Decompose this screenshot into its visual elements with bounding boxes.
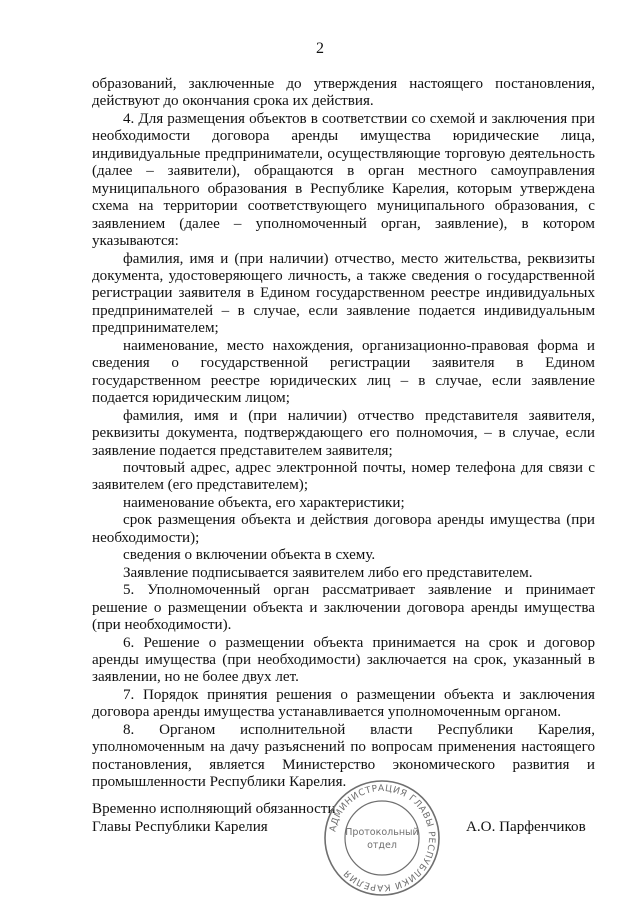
stamp-inner-ring: [345, 801, 419, 875]
paragraph-requirement-contacts: почтовый адрес, адрес электронной почты, номер телефона для связи с заявителем (его представителем);: [92, 459, 595, 494]
paragraph-item-4: 4. Для размещения объектов в соответствии со схемой и заключения при необходимости договора аренды имущества юридические лица, индивидуальные предприниматели, осуществляющие торговую деятельность (далее – заявители), обращаются в орган местного самоуправления муниципального образования в Республике Карелия, которым утверждена схема на территории соответствующего муниципального образования, с заявлением (далее – уполномоченный орган, заявление), в котором указываются:: [92, 110, 595, 250]
signature-title: [92, 800, 336, 836]
paragraph-item-6: 6. Решение о размещении объекта принимается на срок и договор аренды имущества (при необходимости) заключается на срок, указанный в заявлении, но не более двух лет.: [92, 634, 595, 686]
paragraph-requirement-individual: фамилия, имя и (при наличии) отчество, место жительства, реквизиты документа, удостоверяющего личность, а также сведения о государственной регистрации заявителя в Едином государственном реестре индивидуальных предпринимателей – в случае, если заявление подается индивидуальным предпринимателем;: [92, 250, 595, 337]
paragraph-item-5: 5. Уполномоченный орган рассматривает заявление и принимает решение о размещении объекта и заключении договора аренды имущества (при необходимости).: [92, 582, 595, 634]
stamp-outer-ring: [325, 781, 439, 895]
paragraph-item-7: 7. Порядок принятия решения о размещении объекта и заключения договора аренды имущества устанавливается уполномоченным органом.: [92, 686, 595, 721]
signature-title-line-1: Временно исполняющий обязанности: [92, 801, 336, 817]
official-stamp: [322, 778, 442, 898]
paragraph-requirement-term: срок размещения объекта и действия договора аренды имущества (при необходимости);: [92, 512, 595, 546]
paragraph-signing: Заявление подписывается заявителем либо его представителем.: [123, 564, 533, 581]
stamp-ring-text: АДМИНИСТРАЦИЯ ГЛАВЫ РЕСПУБЛИКИ КАРЕЛИЯ: [328, 783, 437, 893]
stamp-center-line-1: Протокольный: [345, 827, 419, 838]
signature-name: А.О. Парфенчиков: [466, 819, 586, 835]
paragraph-requirement-scheme: сведения о включении объекта в схему.: [123, 547, 376, 564]
paragraph-requirement-object: наименование объекта, его характеристики;: [123, 494, 405, 511]
stamp-center-line-2: отдел: [367, 840, 397, 851]
paragraph-item-8: 8. Органом исполнительной власти Республики Карелия, уполномоченным на дачу разъяснений по вопросам применения настоящего постановления, является Министерство экономического развития и промышленности Республики Карелия.: [92, 721, 595, 791]
paragraph-requirement-representative: фамилия, имя и (при наличии) отчество представителя заявителя, реквизиты документа, подтверждающего его полномочия, – в случае, если заявление подается представителем заявителя;: [92, 407, 595, 459]
paragraph-requirement-legal-entity: наименование, место нахождения, организационно-правовая форма и сведения о государственной регистрации заявителя в Едином государственном реестре юридических лиц – в случае, если заявление подается юридическим лицом;: [92, 337, 595, 407]
page-number: 2: [316, 40, 324, 57]
paragraph-continuation: образований, заключенные до утверждения настоящего постановления, действуют до окончания срока их действия.: [92, 76, 595, 110]
signature-title-line-2: Главы Республики Карелия: [92, 819, 268, 835]
document-body: [92, 76, 595, 792]
